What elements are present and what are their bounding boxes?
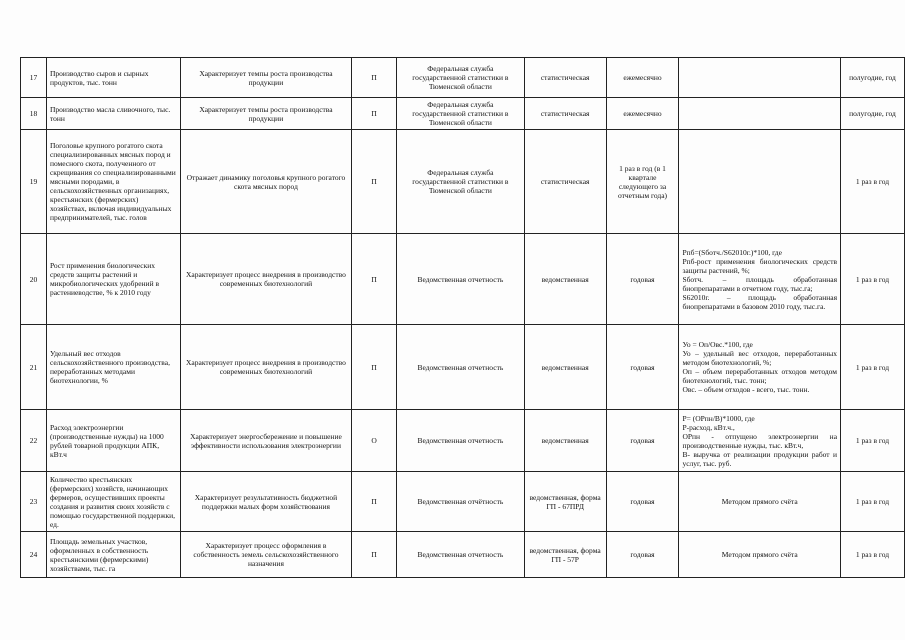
report-kind: статистическая	[524, 98, 606, 130]
table-row	[21, 98, 905, 130]
data-source: Ведомственная отчётность	[397, 472, 525, 532]
report-kind: ведомственная	[524, 410, 606, 472]
indicator-name: Удельный вес отходов сельскохозяйственного производства, переработанных методами биотехнологии, %	[46, 325, 180, 410]
method-line: ОРпн - отпущено электроэнергии на производственные нужды, тыс. кВт.ч,	[682, 431, 838, 450]
method-line: Рпб=(Sботч./S62010г.)*100, где	[682, 247, 782, 257]
table-row	[21, 325, 905, 410]
report-period: годовая	[606, 325, 679, 410]
indicator-type: П	[352, 532, 397, 578]
reporting-frequency: полугодие, год	[841, 98, 905, 130]
table-body	[21, 58, 905, 578]
data-source: Ведомственная отчетность	[397, 234, 525, 325]
method-line: Уо – удельный вес отходов, переработанных методом биотехнологий, %;	[682, 349, 838, 367]
indicator-characteristic: Характеризует энергосбережение и повышение эффективности использования электроэнергии	[180, 410, 352, 472]
calculation-method	[679, 98, 841, 130]
method-line: В- выручка от реализации продукции работ и услуг, тыс. руб.	[682, 449, 838, 468]
table-row	[21, 532, 905, 578]
indicator-name: Количество крестьянских (фермерских) хозяйств, начинающих фермеров, осуществивших проекты создания и развития своих хозяйств с помощью государственной поддержки, ед.	[46, 472, 180, 532]
report-period: годовая	[606, 472, 679, 532]
table-row	[21, 130, 905, 234]
report-period: 1 раз в год (в 1 квартале следующего за отчетным года)	[606, 130, 679, 234]
report-kind: ведомственная	[524, 234, 606, 325]
data-source: Федеральная служба государственной статистики в Тюменской области	[397, 130, 525, 234]
report-kind: ведомственная, форма ГП - 57Р	[524, 532, 606, 578]
calculation-method	[679, 58, 841, 98]
indicator-type: П	[352, 130, 397, 234]
calculation-method	[679, 532, 841, 578]
report-kind: ведомственная	[524, 325, 606, 410]
indicator-type: О	[352, 410, 397, 472]
method-line: Методом прямого счёта	[721, 550, 798, 559]
indicator-type: П	[352, 234, 397, 325]
calculation-method	[679, 472, 841, 532]
method-line: Р= (ОРпн/В)*1000, где	[682, 413, 755, 423]
indicator-characteristic: Отражает динамику поголовья крупного рогатого скота мясных пород	[180, 130, 352, 234]
report-period: годовая	[606, 532, 679, 578]
row-number: 18	[21, 98, 47, 130]
method-line: Р-расход, кВт.ч.,	[682, 422, 735, 432]
data-source: Ведомственная отчетность	[397, 532, 525, 578]
table-row	[21, 234, 905, 325]
calculation-method	[679, 234, 841, 325]
indicator-name: Рост применения биологических средств защиты растений и микробиологических удобрений в растениеводстве, % к 2010 году	[46, 234, 180, 325]
indicator-characteristic: Характеризует результативность бюджетной поддержки малых форм хозяйствования	[180, 472, 352, 532]
indicator-name: Производство сыров и сырных продуктов, тыс. тонн	[46, 58, 180, 98]
method-line: Рпб-рост применения биологических средств защиты растений, %;	[682, 256, 838, 275]
calculation-method	[679, 130, 841, 234]
table-row	[21, 472, 905, 532]
row-number: 22	[21, 410, 47, 472]
reporting-frequency: 1 раз в год	[841, 532, 905, 578]
data-source: Федеральная служба государственной статистики в Тюменской области	[397, 58, 525, 98]
report-kind: статистическая	[524, 58, 606, 98]
reporting-frequency: 1 раз в год	[841, 234, 905, 325]
reporting-frequency: 1 раз в год	[841, 130, 905, 234]
calculation-method	[679, 410, 841, 472]
row-number: 23	[21, 472, 47, 532]
indicator-name: Площадь земельных участков, оформленных в собственность крестьянскими (фермерскими) хозяйствами, тыс. га	[46, 532, 180, 578]
report-period: годовая	[606, 234, 679, 325]
report-kind: статистическая	[524, 130, 606, 234]
data-source: Ведомственная отчетность	[397, 325, 525, 410]
row-number: 24	[21, 532, 47, 578]
row-number: 21	[21, 325, 47, 410]
method-line: Оп – объем переработанных отходов методом биотехнологий, тыс. тонн;	[682, 367, 838, 385]
calculation-method	[679, 325, 841, 410]
method-line: Овс. – объем отходов - всего, тыс. тонн.	[682, 385, 810, 394]
indicator-name: Расход электроэнергии (производственные нужды) на 1000 рублей товарной продукции АПК, кВт.ч	[46, 410, 180, 472]
table-row	[21, 410, 905, 472]
reporting-frequency: 1 раз в год	[841, 410, 905, 472]
reporting-frequency: полугодие, год	[841, 58, 905, 98]
method-line: Методом прямого счёта	[721, 497, 798, 506]
indicator-name: Поголовье крупного рогатого скота специализированных мясных пород и помесного скота, полученного от скрещивания со специализированными мясными породами, в сельскохозяйственных организациях, крестьянских (фермерских) хозяйствах, включая индивидуальных предпринимателей, тыс. голов	[46, 130, 180, 234]
indicator-name: Производство масла сливочного, тыс. тонн	[46, 98, 180, 130]
indicator-type: П	[352, 325, 397, 410]
indicator-characteristic: Характеризует процесс внедрения в производство современных биотехнологий	[180, 325, 352, 410]
indicator-type: П	[352, 472, 397, 532]
indicator-characteristic: Характеризует процесс внедрения в производство современных биотехнологий	[180, 234, 352, 325]
indicator-characteristic: Характеризует процесс оформления в собственность земель сельскохозяйственного назначения	[180, 532, 352, 578]
row-number: 17	[21, 58, 47, 98]
indicator-type: П	[352, 58, 397, 98]
indicator-characteristic: Характеризует темпы роста производства продукции	[180, 98, 352, 130]
data-source: Ведомственная отчетность	[397, 410, 525, 472]
reporting-frequency: 1 раз в год	[841, 325, 905, 410]
method-line: Sботч. – площадь обработанная биопрепаратами в отчетном году, тыс.га;	[682, 274, 838, 293]
report-kind: ведомственная, форма ГП - 67ПРД	[524, 472, 606, 532]
indicator-type: П	[352, 98, 397, 130]
report-period: годовая	[606, 410, 679, 472]
table-row	[21, 58, 905, 98]
reporting-frequency: 1 раз в год	[841, 472, 905, 532]
report-period: ежемесячно	[606, 98, 679, 130]
row-number: 19	[21, 130, 47, 234]
indicators-table	[20, 57, 905, 578]
method-line: S62010г. – площадь обработанная биопрепаратами в базовом 2010 году, тыс.га.	[682, 292, 838, 311]
indicator-characteristic: Характеризует темпы роста производства продукции	[180, 58, 352, 98]
data-source: Федеральная служба государственной статистики в Тюменской области	[397, 98, 525, 130]
row-number: 20	[21, 234, 47, 325]
method-line: Уо = Оп/Овс.*100, где	[682, 340, 753, 349]
report-period: ежемесячно	[606, 58, 679, 98]
